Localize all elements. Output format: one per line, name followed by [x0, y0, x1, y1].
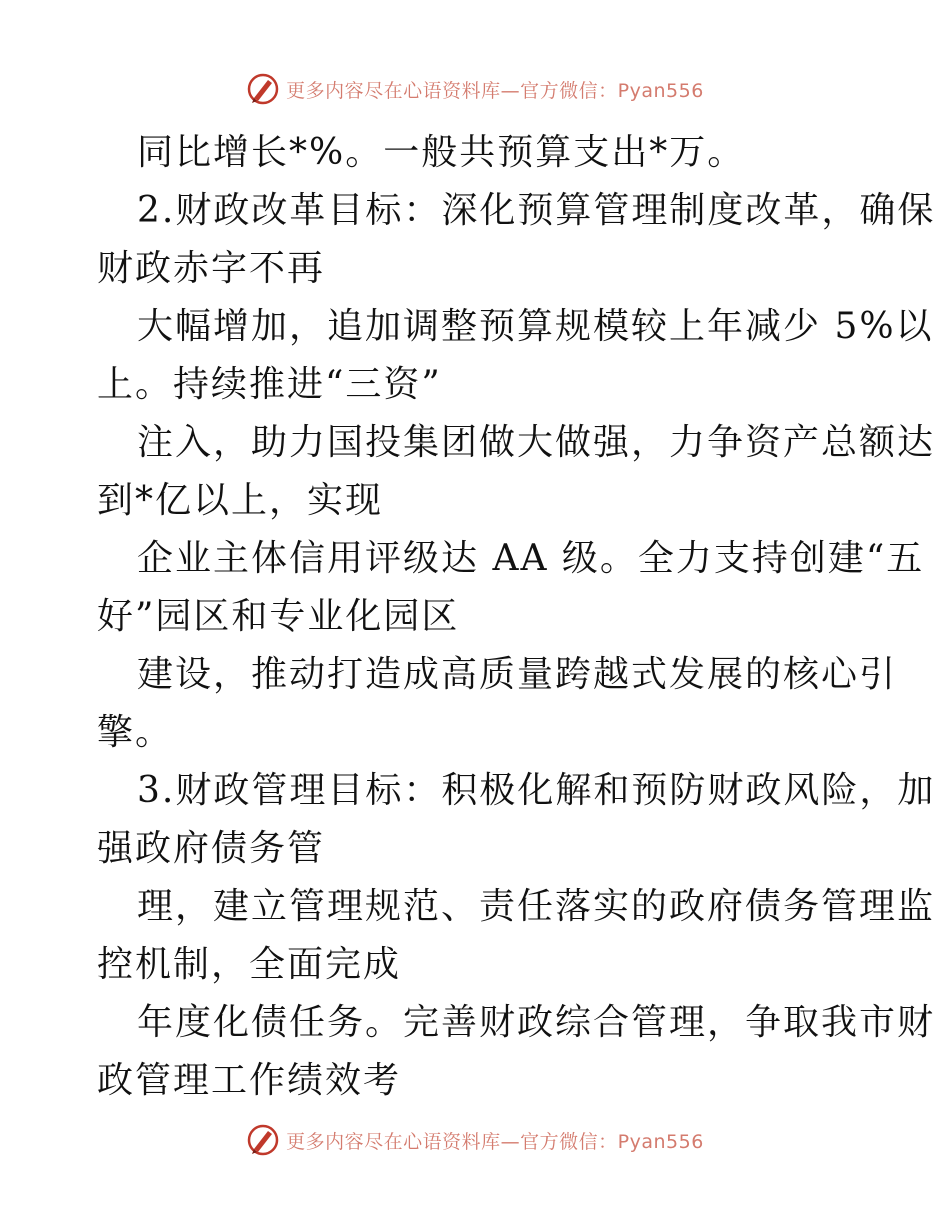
- text-line: 2.财政改革目标：深化预算管理制度改革，确保: [137, 190, 936, 231]
- text-line: 企业主体信用评级达 AA 级。全力支持创建“五: [137, 538, 925, 579]
- text-line: 大幅增加，追加调整预算规模较上年减少 5%以: [137, 306, 934, 347]
- document-body: [97, 124, 936, 1110]
- text-line: 财政赤字不再: [97, 248, 326, 289]
- text-line: 年度化债任务。完善财政综合管理，争取我市财: [137, 1002, 936, 1043]
- text-line: 注入，助力国投集团做大做强，力争资产总额达: [137, 422, 936, 463]
- text-line: 好”园区和专业化园区: [97, 596, 460, 637]
- header-watermark: [0, 72, 950, 106]
- text-line: 3.财政管理目标：积极化解和预防财政风险，加: [137, 770, 936, 811]
- pen-logo-icon: [246, 72, 280, 106]
- text-line: 强政府债务管: [97, 828, 326, 869]
- text-line: 政管理工作绩效考: [97, 1060, 402, 1101]
- text-line: 上。持续推进“三资”: [97, 364, 442, 405]
- watermark-text: 更多内容尽在心语资料库—官方微信：Pyan556: [286, 1130, 704, 1153]
- text-line: 理，建立管理规范、责任落实的政府债务管理监: [137, 886, 936, 927]
- text-line: 到*亿以上，实现: [97, 480, 384, 521]
- text-line: 同比增长*%。一般共预算支出*万。: [137, 132, 746, 173]
- watermark-text: 更多内容尽在心语资料库—官方微信：Pyan556: [286, 79, 704, 102]
- footer-watermark: [0, 1123, 950, 1157]
- text-line: 控机制，全面完成: [97, 944, 402, 985]
- text-line: 擎。: [97, 712, 174, 753]
- pen-logo-icon: [246, 1123, 280, 1157]
- text-line: 建设，推动打造成高质量跨越式发展的核心引: [137, 654, 898, 695]
